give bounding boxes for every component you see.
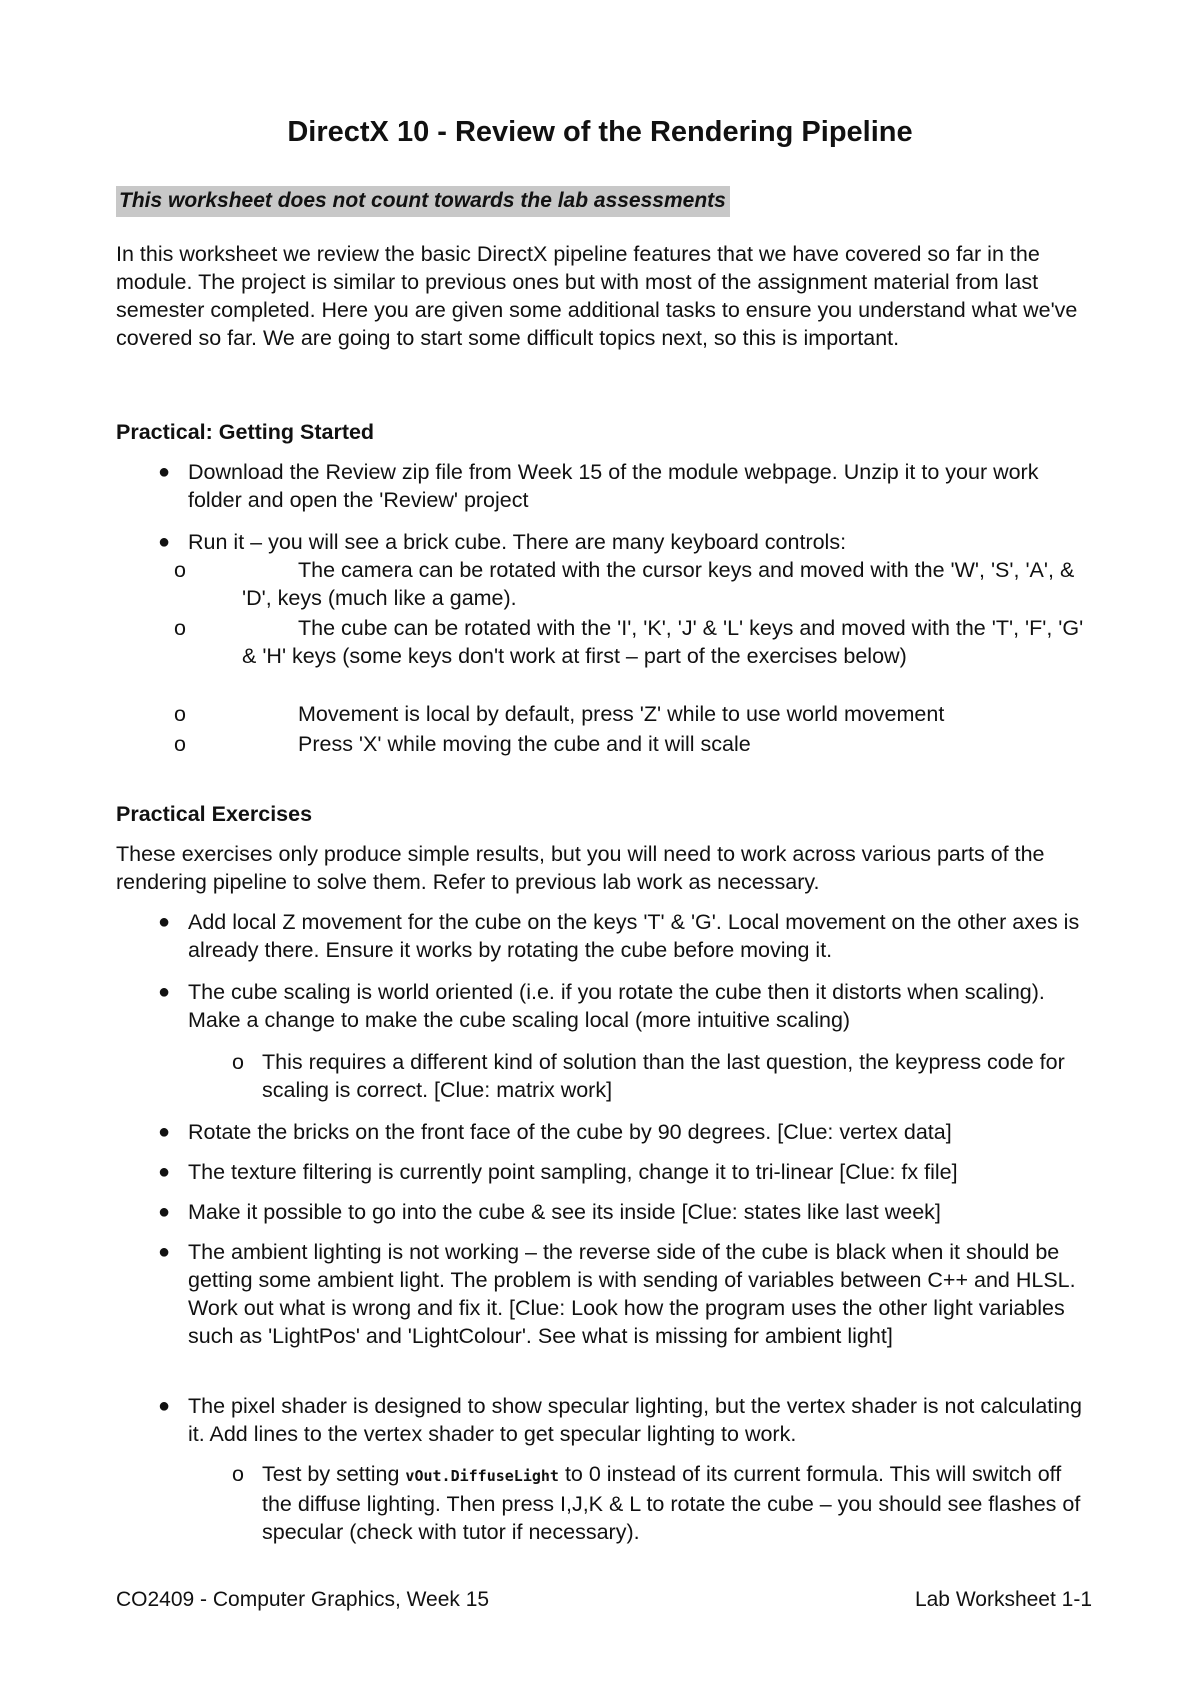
bullet-icon: ● <box>158 1395 171 1417</box>
bullet-icon: ● <box>158 461 171 483</box>
list-item-text: Make it possible to go into the cube & see its inside [Clue: states like last week] <box>188 1200 941 1224</box>
sub-list-item <box>232 1460 1092 1546</box>
circle-bullet-icon: o <box>174 732 186 756</box>
circle-bullet-icon: o <box>232 1462 244 1486</box>
intro-paragraph: In this worksheet we review the basic DirectX pipeline features that we have covered so far in the module. The project is similar to previous ones but with most of the assignment material from last semester completed. Here you are given some additional tasks to ensure you understand what we've covered so far. We are going to start some difficult topics next, so this is important. <box>116 242 1078 350</box>
list-item-text: The ambient lighting is not working – the reverse side of the cube is black when it should be getting some ambient light. The problem is with sending of variables between C++ and HLSL. Work out what is wrong and fix it. [Clue: Look how the program uses the other light variables such as 'LightPos' and 'LightColour'. See what is missing for ambient light] <box>188 1240 1076 1348</box>
bullet-icon: ● <box>158 911 171 933</box>
list-item <box>158 458 1088 514</box>
footer-page-label: Lab Worksheet 1-1 <box>914 1588 1092 1611</box>
sub-list-item <box>174 614 1087 670</box>
exercises-heading: Practical Exercises <box>116 802 313 826</box>
sub-list-item-text: The camera can be rotated with the cursor keys and moved with the 'W', 'S', 'A', & 'D', keys (much like a game). <box>242 558 1075 610</box>
list-item <box>158 1118 1088 1146</box>
sub-list-item <box>174 730 1087 758</box>
bullet-icon: ● <box>158 1201 171 1223</box>
list-item <box>158 978 1088 1034</box>
list-item-text: Add local Z movement for the cube on the keys 'T' & 'G'. Local movement on the other axes is already there. Ensure it works by rotating the cube before moving it. <box>188 910 1080 962</box>
bullet-icon: ● <box>158 531 171 553</box>
bullet-icon: ● <box>158 981 171 1003</box>
list-item-text: Run it – you will see a brick cube. There are many keyboard controls: <box>188 530 847 554</box>
sub-list-item-text-cont: to 0 instead of its current formula. This will switch off the diffuse lighting. Then press I,J,K & L to rotate the cube – you should see flashes of specular (check with tutor if necessary). <box>262 1462 1081 1544</box>
circle-bullet-icon: o <box>174 616 186 640</box>
code-snippet: vOut.DiffuseLight <box>405 1467 559 1485</box>
list-item <box>158 1238 1078 1350</box>
assessment-notice: This worksheet does not count towards the lab assessments <box>116 186 730 217</box>
sub-list-item-text: Test by setting <box>262 1462 400 1486</box>
list-item-text: Download the Review zip file from Week 15 of the module webpage. Unzip it to your work folder and open the 'Review' project <box>188 460 1039 512</box>
list-item <box>158 1158 1088 1186</box>
list-item-text: Rotate the bricks on the front face of the cube by 90 degrees. [Clue: vertex data] <box>188 1120 952 1144</box>
exercises-intro: These exercises only produce simple results, but you will need to work across various parts of the rendering pipeline to solve them. Refer to previous lab work as necessary. <box>116 842 1045 894</box>
list-item-text: The texture filtering is currently point sampling, change it to tri-linear [Clue: fx file] <box>188 1160 958 1184</box>
sub-list-item <box>232 1048 1092 1104</box>
circle-bullet-icon: o <box>232 1050 244 1074</box>
list-item <box>158 1198 1088 1226</box>
sub-list-item-text: This requires a different kind of solution than the last question, the keypress code for scaling is correct. [Clue: matrix work] <box>262 1050 1065 1102</box>
page-title: DirectX 10 - Review of the Rendering Pipeline <box>287 116 913 148</box>
list-item <box>158 908 1088 964</box>
circle-bullet-icon: o <box>174 702 186 726</box>
sub-list-item-text: The cube can be rotated with the 'I', 'K', 'J' & 'L' keys and moved with the 'T', 'F', 'G' & 'H' keys (some keys don't work at first – part of the exercises below) <box>242 616 1084 668</box>
sub-list-item-text: Movement is local by default, press 'Z' while to use world movement <box>298 702 945 726</box>
list-item <box>158 1392 1088 1448</box>
bullet-icon: ● <box>158 1241 171 1263</box>
bullet-icon: ● <box>158 1161 171 1183</box>
sub-list-item-text: Press 'X' while moving the cube and it will scale <box>298 732 751 756</box>
sub-list-item <box>174 700 1087 728</box>
sub-list-item <box>174 556 1082 612</box>
bullet-icon: ● <box>158 1121 171 1143</box>
list-item-text: The cube scaling is world oriented (i.e. if you rotate the cube then it distorts when scaling). Make a change to make the cube scaling local (more intuitive scaling) <box>188 980 1045 1032</box>
list-item-text: The pixel shader is designed to show specular lighting, but the vertex shader is not calculating it. Add lines to the vertex shader to get specular lighting to work. <box>188 1394 1082 1446</box>
circle-bullet-icon: o <box>174 558 186 582</box>
footer-course: CO2409 - Computer Graphics, Week 15 <box>116 1588 490 1611</box>
getting-started-heading: Practical: Getting Started <box>116 420 375 444</box>
list-item <box>158 528 1088 556</box>
